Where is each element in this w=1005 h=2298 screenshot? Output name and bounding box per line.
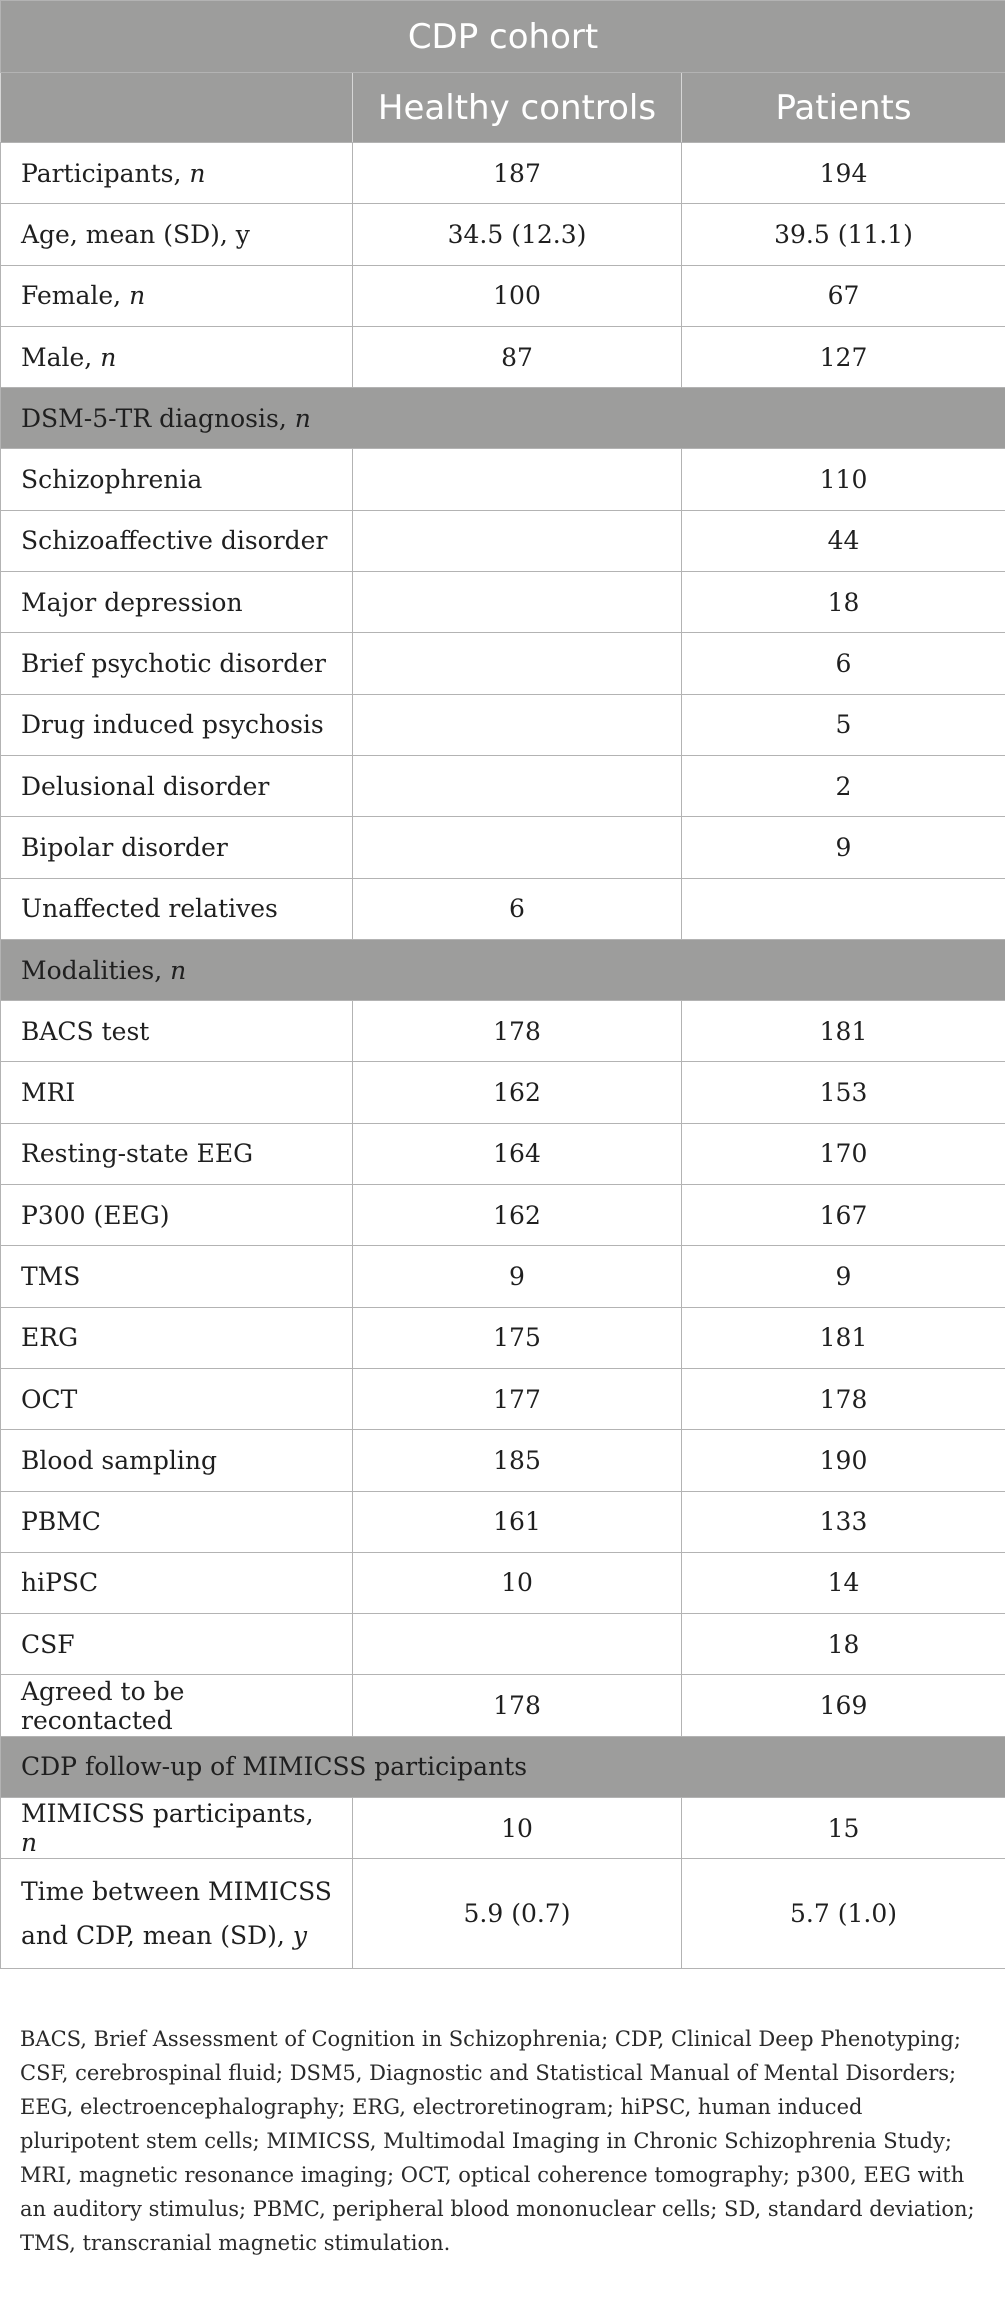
patients-value: 181: [682, 1001, 1005, 1062]
patients-value: 181: [682, 1307, 1005, 1368]
row-label-text: Male,: [21, 342, 101, 372]
patients-value: [682, 878, 1005, 939]
table-row: [1, 1307, 1005, 1368]
row-label-text: Bipolar disorder: [21, 832, 228, 862]
healthy-controls-value: 87: [353, 326, 682, 387]
row-label: [1, 1798, 353, 1859]
row-label: [1, 1430, 353, 1491]
table-row: [1, 1185, 1005, 1246]
row-label-text: MIMICSS participants,: [21, 1799, 314, 1829]
healthy-controls-value: 10: [353, 1798, 682, 1859]
healthy-controls-value: 177: [353, 1368, 682, 1429]
row-label: [1, 1307, 353, 1368]
row-label-text: Age, mean (SD), y: [21, 219, 250, 249]
table-body: [1, 143, 1005, 1969]
patients-value: 39.5 (11.1): [682, 204, 1005, 265]
row-label-text: Blood sampling: [21, 1445, 217, 1475]
patients-value: 9: [682, 1246, 1005, 1307]
healthy-controls-value: 6: [353, 878, 682, 939]
table-row: [1, 326, 1005, 387]
table-row: [1, 1859, 1005, 1969]
table-row: [1, 878, 1005, 939]
row-label-text: ERG: [21, 1323, 79, 1353]
patients-value: 6: [682, 633, 1005, 694]
healthy-controls-value: 100: [353, 265, 682, 326]
table-row: [1, 572, 1005, 633]
row-label-italic: n: [189, 158, 206, 188]
patients-value: 5: [682, 694, 1005, 755]
patients-value: 178: [682, 1368, 1005, 1429]
row-label: [1, 1859, 353, 1969]
healthy-controls-value: [353, 510, 682, 571]
row-label: [1, 572, 353, 633]
section-header-row: [1, 388, 1005, 449]
row-label: [1, 449, 353, 510]
table-row: [1, 1798, 1005, 1859]
row-label: [1, 1675, 353, 1736]
row-label-italic: n: [21, 1828, 38, 1858]
healthy-controls-value: 162: [353, 1062, 682, 1123]
row-label: [1, 143, 353, 204]
table-row: [1, 694, 1005, 755]
section-header: [1, 939, 1005, 1000]
row-label-text: PBMC: [21, 1507, 101, 1537]
table-row: [1, 1123, 1005, 1184]
healthy-controls-value: 34.5 (12.3): [353, 204, 682, 265]
patients-value: 133: [682, 1491, 1005, 1552]
section-label-italic: n: [294, 403, 311, 433]
row-label: [1, 1001, 353, 1062]
row-label-text: Participants,: [21, 158, 190, 188]
patients-value: 2: [682, 755, 1005, 816]
row-label: [1, 633, 353, 694]
section-header-row: [1, 1736, 1005, 1797]
healthy-controls-value: [353, 694, 682, 755]
table-row: [1, 1430, 1005, 1491]
table-row: [1, 265, 1005, 326]
column-header-patients: Patients: [682, 73, 1005, 143]
table-row: [1, 1062, 1005, 1123]
row-label-text: Drug induced psychosis: [21, 710, 324, 740]
section-header: [1, 388, 1005, 449]
healthy-controls-value: [353, 1614, 682, 1675]
row-label: [1, 204, 353, 265]
column-header-label: [1, 73, 353, 143]
table-row: [1, 755, 1005, 816]
patients-value: 18: [682, 572, 1005, 633]
table-row: [1, 204, 1005, 265]
row-label-text: Agreed to be recontacted: [21, 1676, 185, 1735]
row-label-text: TMS: [21, 1261, 81, 1291]
patients-value: 14: [682, 1552, 1005, 1613]
row-label-text: CSF: [21, 1629, 75, 1659]
row-label-italic: n: [100, 342, 117, 372]
row-label: [1, 326, 353, 387]
row-label-text: Schizophrenia: [21, 465, 203, 495]
patients-value: 194: [682, 143, 1005, 204]
healthy-controls-value: 10: [353, 1552, 682, 1613]
row-label-text: OCT: [21, 1384, 78, 1414]
section-label: CDP follow-up of MIMICSS participants: [21, 1752, 528, 1782]
row-label: [1, 878, 353, 939]
row-label-text: P300 (EEG): [21, 1200, 170, 1230]
row-label: [1, 1614, 353, 1675]
healthy-controls-value: 9: [353, 1246, 682, 1307]
healthy-controls-value: 161: [353, 1491, 682, 1552]
patients-value: 5.7 (1.0): [682, 1859, 1005, 1969]
row-label: [1, 510, 353, 571]
table-row: [1, 1246, 1005, 1307]
row-label-text: Delusional disorder: [21, 771, 270, 801]
column-header-healthy-controls: Healthy controls: [353, 73, 682, 143]
table-title: CDP cohort: [1, 1, 1005, 73]
row-label: [1, 1491, 353, 1552]
healthy-controls-value: 178: [353, 1001, 682, 1062]
row-label-text: Female,: [21, 281, 130, 311]
healthy-controls-value: 164: [353, 1123, 682, 1184]
patients-value: 44: [682, 510, 1005, 571]
healthy-controls-value: 185: [353, 1430, 682, 1491]
row-label: [1, 817, 353, 878]
patients-value: 153: [682, 1062, 1005, 1123]
healthy-controls-value: 175: [353, 1307, 682, 1368]
patients-value: 110: [682, 449, 1005, 510]
section-label: DSM-5-TR diagnosis,: [21, 403, 295, 433]
patients-value: 169: [682, 1675, 1005, 1736]
table-row: [1, 1675, 1005, 1736]
table-row: [1, 1614, 1005, 1675]
patients-value: 9: [682, 817, 1005, 878]
row-label: [1, 1246, 353, 1307]
section-header: [1, 1736, 1005, 1797]
table-row: [1, 143, 1005, 204]
row-label-text: Major depression: [21, 587, 243, 617]
row-label-italic: y: [292, 1920, 307, 1950]
row-label-italic: n: [129, 281, 146, 311]
patients-value: 170: [682, 1123, 1005, 1184]
row-label-text: Brief psychotic disorder: [21, 649, 326, 679]
row-label-text: MRI: [21, 1078, 76, 1108]
healthy-controls-value: [353, 755, 682, 816]
row-label: [1, 1552, 353, 1613]
healthy-controls-value: [353, 817, 682, 878]
table-row: [1, 1552, 1005, 1613]
table-row: [1, 633, 1005, 694]
table-row: [1, 510, 1005, 571]
row-label-text: hiPSC: [21, 1568, 99, 1598]
healthy-controls-value: 162: [353, 1185, 682, 1246]
row-label: [1, 1062, 353, 1123]
row-label-text: Time between MIMICSS and CDP, mean (SD),: [21, 1876, 332, 1950]
row-label: [1, 694, 353, 755]
row-label-text: Unaffected relatives: [21, 894, 278, 924]
healthy-controls-value: 178: [353, 1675, 682, 1736]
row-label: [1, 755, 353, 816]
healthy-controls-value: [353, 449, 682, 510]
row-label: [1, 1185, 353, 1246]
healthy-controls-value: 187: [353, 143, 682, 204]
section-label-italic: n: [170, 955, 187, 985]
table-row: [1, 1001, 1005, 1062]
table-row: [1, 817, 1005, 878]
row-label: [1, 1123, 353, 1184]
table-row: [1, 1368, 1005, 1429]
patients-value: 167: [682, 1185, 1005, 1246]
row-label: [1, 1368, 353, 1429]
row-label-text: BACS test: [21, 1016, 150, 1046]
section-label: Modalities,: [21, 955, 171, 985]
section-header-row: [1, 939, 1005, 1000]
column-header-row: [1, 73, 1005, 143]
patients-value: 18: [682, 1614, 1005, 1675]
healthy-controls-value: [353, 633, 682, 694]
healthy-controls-value: [353, 572, 682, 633]
table-title-row: [1, 1, 1005, 73]
table-row: [1, 1491, 1005, 1552]
healthy-controls-value: 5.9 (0.7): [353, 1859, 682, 1969]
patients-value: 67: [682, 265, 1005, 326]
table-footnote: BACS, Brief Assessment of Cognition in Schizophrenia; CDP, Clinical Deep Phenotyping; CSF, cerebrospinal fluid; DSM5, Diagnostic and Statistical Manual of Mental Disorders; EEG, electroencephalography; ERG, electroretinogram; hiPSC, human induced pluripotent stem cells; MIMICSS, Multimodal Imaging in Chronic Schizophrenia Study; MRI, magnetic resonance imaging; OCT, optical coherence tomography; p300, EEG with an auditory stimulus; PBMC, peripheral blood mononuclear cells; SD, standard deviation; TMS, transcranial magnetic stimulation.: [20, 2027, 975, 2255]
row-label: [1, 265, 353, 326]
patients-value: 15: [682, 1798, 1005, 1859]
row-label-text: Schizoaffective disorder: [21, 526, 328, 556]
patients-value: 127: [682, 326, 1005, 387]
row-label-text: Resting-state EEG: [21, 1139, 254, 1169]
table-row: [1, 449, 1005, 510]
patients-value: 190: [682, 1430, 1005, 1491]
